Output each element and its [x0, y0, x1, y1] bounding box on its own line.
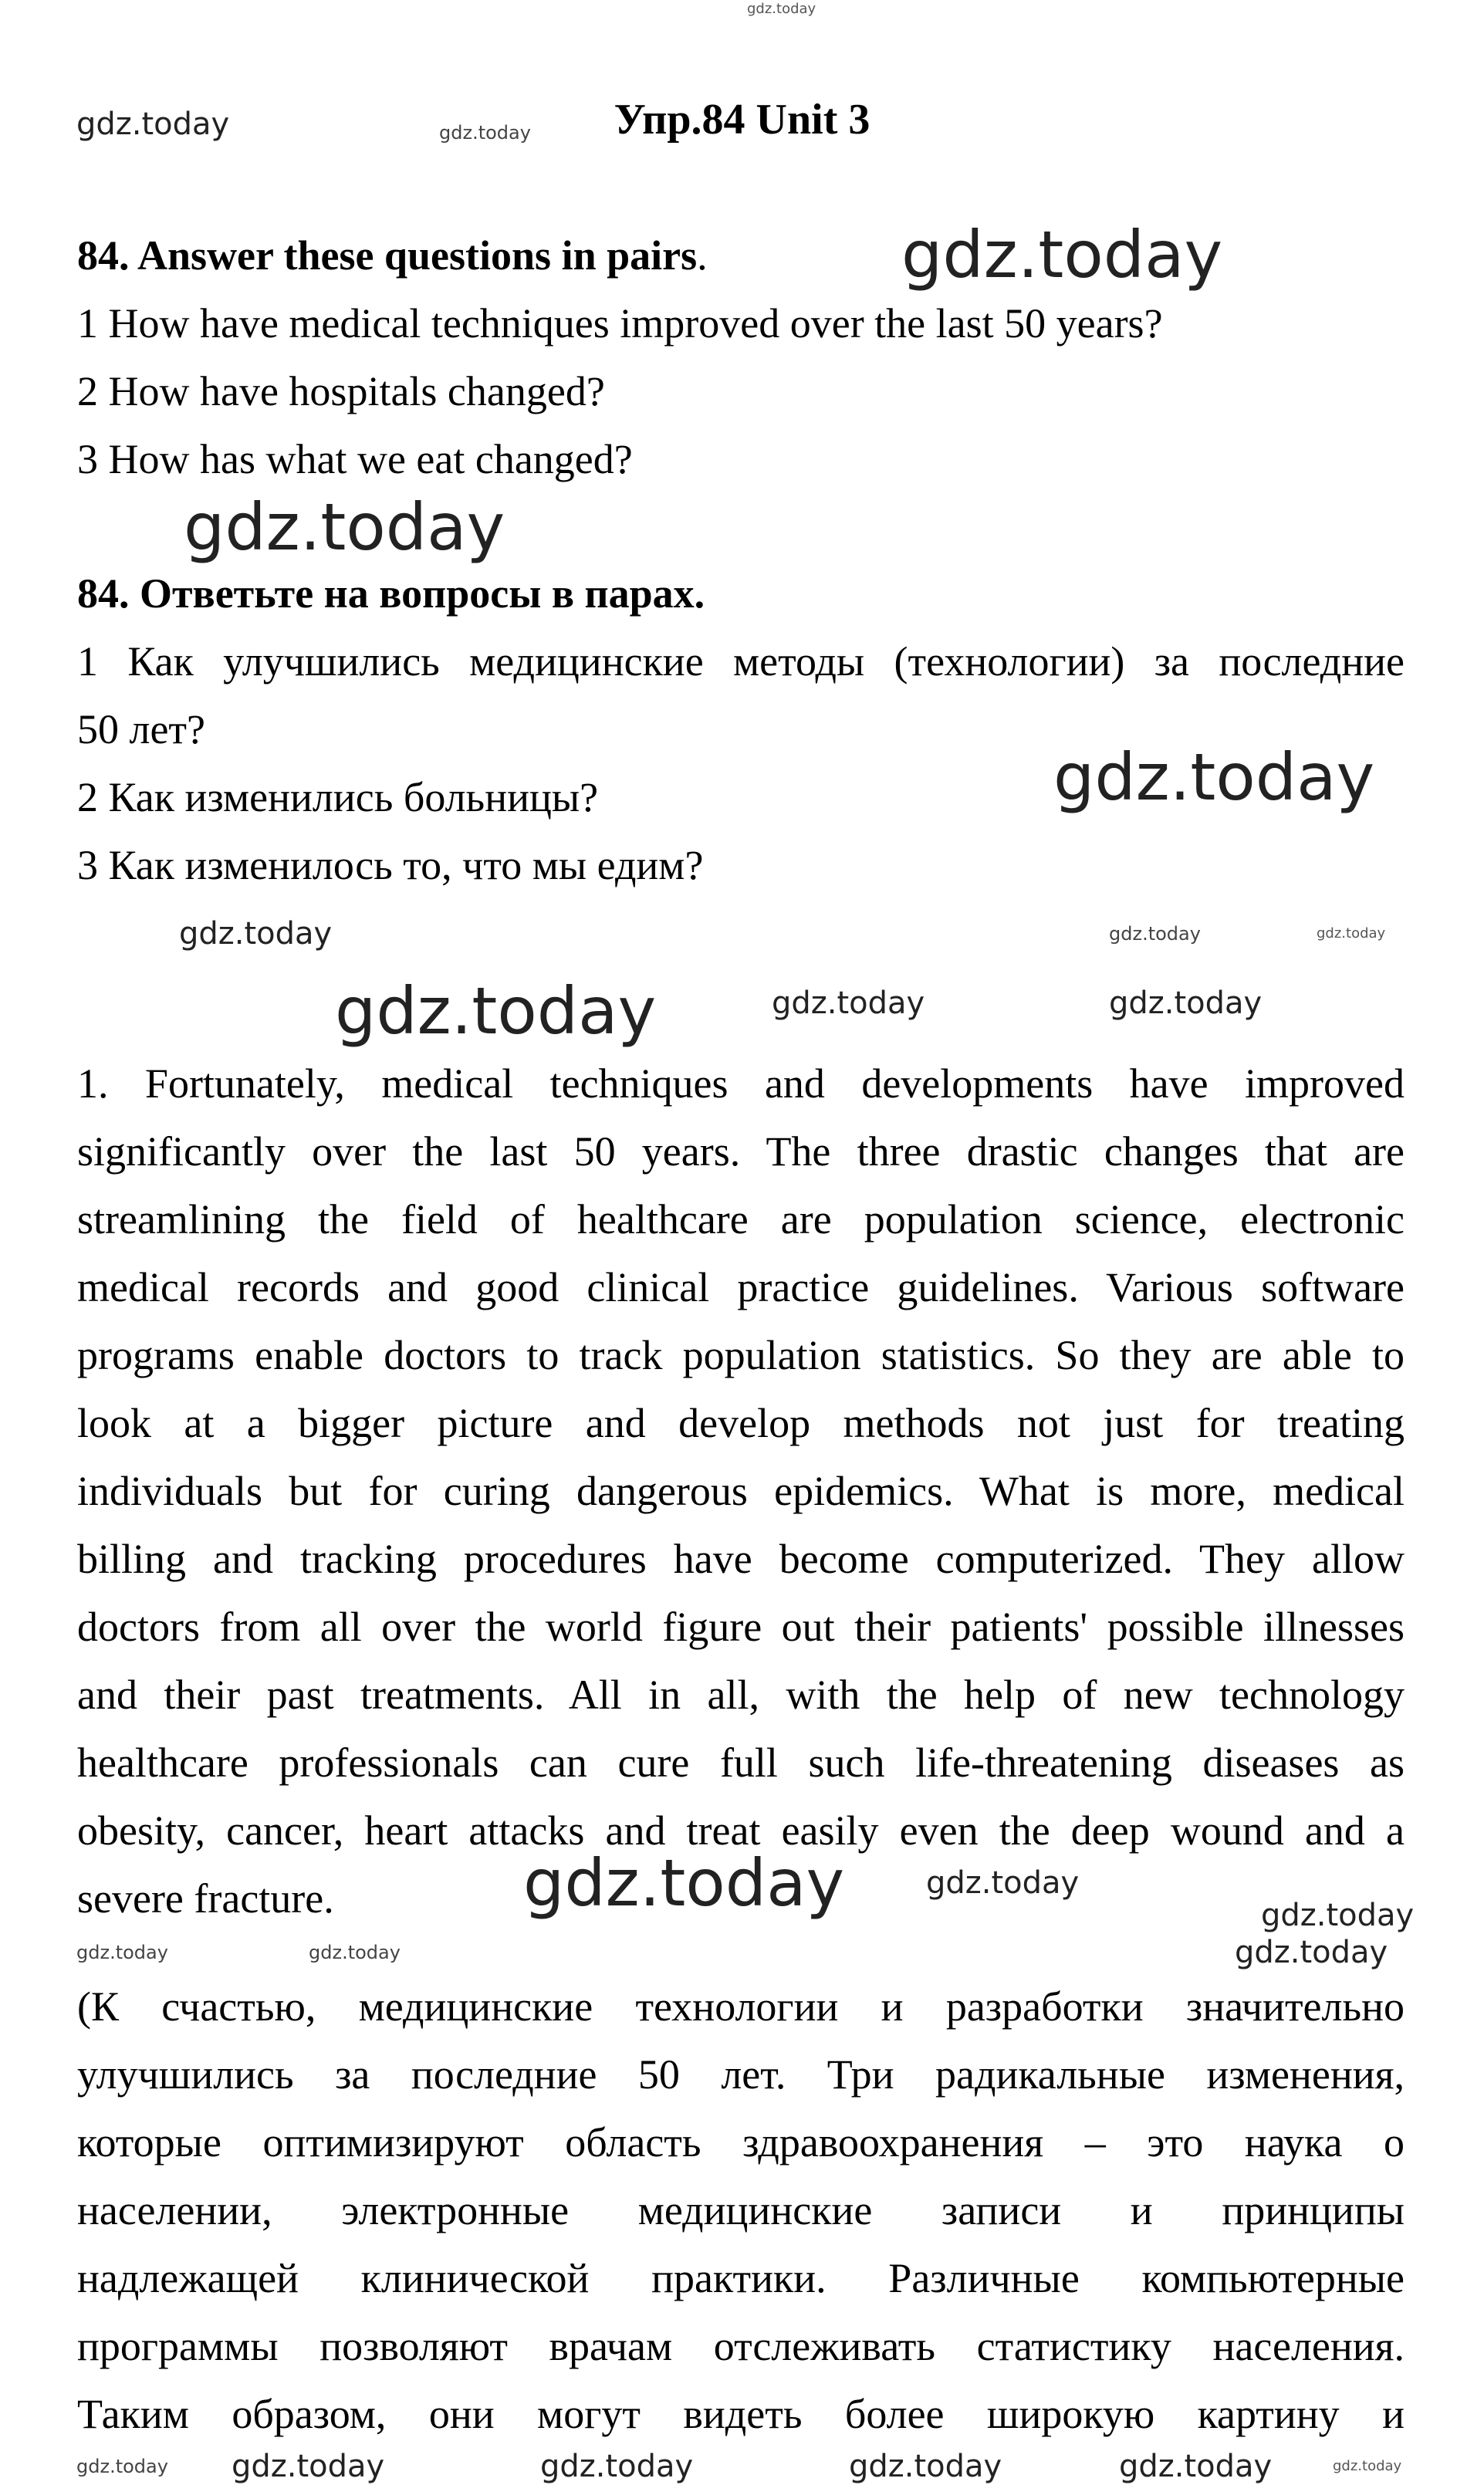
watermark: gdz.today	[184, 489, 505, 565]
text-line: doctors from all over the world figure out their patients' possible illnesses	[77, 1604, 1405, 1650]
watermark: gdz.today	[335, 973, 657, 1049]
text-line: and their past treatments. All in all, with the help of new technology	[77, 1672, 1405, 1718]
task-heading-en	[77, 221, 708, 289]
heading-text: 84. Answer these questions in pairs	[77, 232, 698, 279]
watermark: gdz.today	[1333, 2458, 1402, 2474]
watermark: gdz.today	[849, 2449, 1002, 2484]
page-title: Упр.84 Unit 3	[614, 96, 870, 144]
text-line: 1 How have medical techniques improved over the last 50 years?	[77, 300, 1163, 347]
watermark: gdz.today	[179, 916, 333, 952]
text-line: 3 Как изменилось то, что мы едим?	[77, 842, 704, 888]
text-line: look at a bigger picture and develop methods not just for treating	[77, 1400, 1405, 1446]
text-line: healthcare professionals can cure full such life-threatening diseases as	[77, 1740, 1405, 1786]
watermark: gdz.today	[1235, 1935, 1388, 1970]
text-line: которые оптимизируют область здравоохранения – это наука о	[77, 2119, 1405, 2166]
text-line: 2 How have hospitals changed?	[77, 368, 605, 414]
text-line: (К счастью, медицинские технологии и разработки значительно	[77, 1983, 1405, 2030]
text-line: streamlining the field of healthcare are population science, electronic	[77, 1196, 1405, 1242]
text-line: Таким образом, они могут видеть более широкую картину и	[77, 2391, 1405, 2437]
text-line: 1. Fortunately, medical techniques and developments have improved	[77, 1060, 1405, 1107]
watermark: gdz.today	[772, 986, 925, 1021]
text-line: obesity, cancer, heart attacks and treat easily even the deep wound and a	[77, 1807, 1405, 1854]
text-line: significantly over the last 50 years. The three drastic changes that are	[77, 1128, 1405, 1175]
watermark: gdz.today	[1109, 923, 1201, 945]
text-line: 3 How has what we eat changed?	[77, 436, 633, 482]
task-russian	[77, 560, 1405, 899]
watermark: gdz.today	[747, 1, 816, 17]
text-line: 1 Как улучшились медицинские методы (технологии) за последние	[77, 638, 1405, 685]
watermark: gdz.today	[523, 1845, 845, 1921]
watermark: gdz.today	[1317, 925, 1386, 942]
text-line: medical records and good clinical practice guidelines. Various software	[77, 1264, 1405, 1310]
text-line: 50 лет?	[77, 706, 205, 752]
watermark: gdz.today	[76, 2456, 168, 2477]
watermark: gdz.today	[76, 106, 230, 142]
watermark: gdz.today	[901, 217, 1223, 292]
watermark: gdz.today	[76, 1942, 168, 1963]
heading-dot: .	[697, 232, 708, 279]
text-line: программы позволяют врачам отслеживать статистику населения.	[77, 2323, 1405, 2369]
watermark: gdz.today	[1053, 739, 1375, 815]
task-heading-ru: 84. Ответьте на вопросы в парах.	[77, 570, 705, 617]
text-line: individuals but for curing dangerous epidemics. What is more, medical	[77, 1468, 1405, 1514]
watermark: gdz.today	[309, 1942, 401, 1963]
watermark: gdz.today	[1261, 1898, 1415, 1933]
text-line: severe fracture.	[77, 1875, 334, 1922]
answer-russian	[77, 1973, 1405, 2448]
watermark: gdz.today	[232, 2449, 385, 2484]
text-line: 2 Как изменились больницы?	[77, 774, 599, 820]
watermark: gdz.today	[1119, 2449, 1273, 2484]
watermark: gdz.today	[1109, 986, 1263, 1021]
watermark: gdz.today	[439, 122, 531, 144]
answer-english	[77, 1050, 1405, 1932]
watermark: gdz.today	[540, 2449, 694, 2484]
text-line: надлежащей клинической практики. Различные компьютерные	[77, 2255, 1405, 2301]
text-line: населении, электронные медицинские записи и принципы	[77, 2187, 1405, 2233]
text-line: programs enable doctors to track population statistics. So they are able to	[77, 1332, 1405, 1378]
watermark: gdz.today	[926, 1865, 1080, 1901]
text-line: billing and tracking procedures have become computerized. They allow	[77, 1536, 1405, 1582]
text-line: улучшились за последние 50 лет. Три радикальные изменения,	[77, 2051, 1405, 2098]
